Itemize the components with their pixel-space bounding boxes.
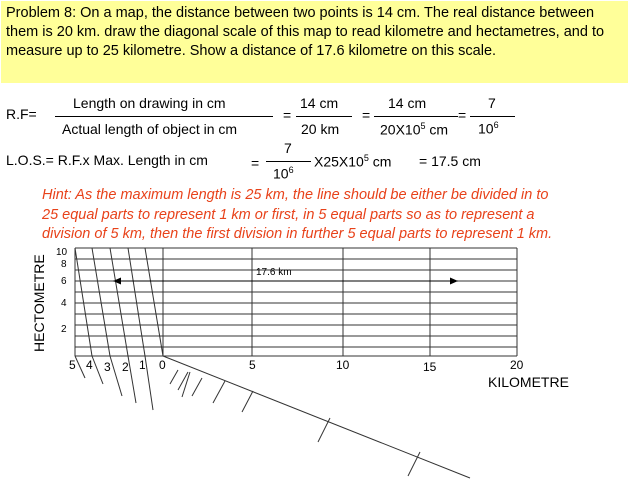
x-axis-label: KILOMETRE (488, 374, 569, 390)
km-label: 10 (336, 358, 350, 372)
construction-projector (128, 356, 136, 403)
problem-text: Problem 8: On a map, the distance between two points is 14 cm. The real distance between them is 20 km. draw the diagonal scale of this map to read kilometre and hectametres, and to measure up to 25 kilometre. Show a distance of 17.6 kilometre on this scale. (6, 5, 605, 59)
rf-denominator-4: $10^6$ (478, 120, 499, 137)
measure-label: 17.6 km (256, 267, 292, 278)
rf-denominator-3: $20X10^5$ cm (380, 121, 449, 138)
construction-projector (110, 356, 122, 396)
construction-projector (92, 356, 103, 384)
rf-equals-1: = (283, 107, 292, 123)
km-label: 0 (159, 358, 166, 372)
diagonal-line (128, 248, 145, 356)
rf-label: R.F= (6, 106, 37, 122)
rf-numerator-2: 14 cm (300, 95, 339, 111)
los-result: = 17.5 cm (419, 153, 481, 169)
los-label: L.O.S.= R.F.x Max. Length in cm (6, 152, 208, 168)
construction-projector (145, 356, 153, 410)
construction-tick (170, 370, 178, 384)
diagonal-line (92, 248, 110, 356)
diagonal-line (145, 248, 163, 356)
y-axis-label: HECTOMETRE (31, 254, 47, 352)
los-denominator: $10^6$ (273, 165, 294, 182)
construction-tick (318, 418, 330, 442)
km-label: 5 (249, 358, 256, 372)
rf-numerator-4: 7 (488, 95, 496, 111)
rf-numerator-1: Length on drawing in cm (73, 95, 226, 111)
y-tick-label: 6 (61, 276, 67, 287)
y-tick-label: 4 (61, 298, 67, 309)
construction-tick (213, 381, 225, 403)
construction-tick (178, 372, 188, 390)
y-tick-label: 2 (61, 324, 67, 335)
hint-content: Hint: As the maximum length is 25 km, the line should be either be divided in to 25 equal parts to represent 1 km or first, in 5 equal parts so as to represent a division of 5 km, then the first division in further 5 equal parts to represent 1 km. (42, 187, 553, 242)
rf-equals-2: = (362, 107, 371, 123)
diagonal-line (110, 248, 128, 356)
los-equals: = (251, 155, 260, 171)
los-multiplier: $X25X10^5$ cm (314, 153, 392, 170)
construction-tick (242, 391, 253, 412)
sub-division-label: 2 (122, 360, 129, 374)
los-numerator: 7 (284, 140, 292, 156)
rf-denominator-1: Actual length of object in cm (62, 121, 238, 137)
construction-line (163, 356, 470, 478)
rf-denominator-2: 20 km (301, 121, 340, 137)
y-tick-label: 10 (56, 247, 68, 258)
diagonal-line (75, 248, 92, 356)
km-label: 15 (423, 360, 437, 374)
y-tick-label: 8 (61, 259, 67, 270)
construction-projector (75, 356, 85, 378)
sub-division-label: 5 (69, 358, 76, 372)
hint-text (42, 186, 562, 245)
sub-division-label: 3 (104, 360, 111, 374)
rf-equals-3: = (458, 107, 467, 123)
sub-division-label: 1 (139, 358, 146, 372)
sub-division-label: 4 (86, 358, 93, 372)
measure-arrow-right (450, 278, 458, 285)
measure-arrow-left (113, 278, 121, 285)
rf-numerator-3: 14 cm (388, 95, 427, 111)
km-label: 20 (510, 358, 524, 372)
construction-tick (192, 378, 202, 396)
